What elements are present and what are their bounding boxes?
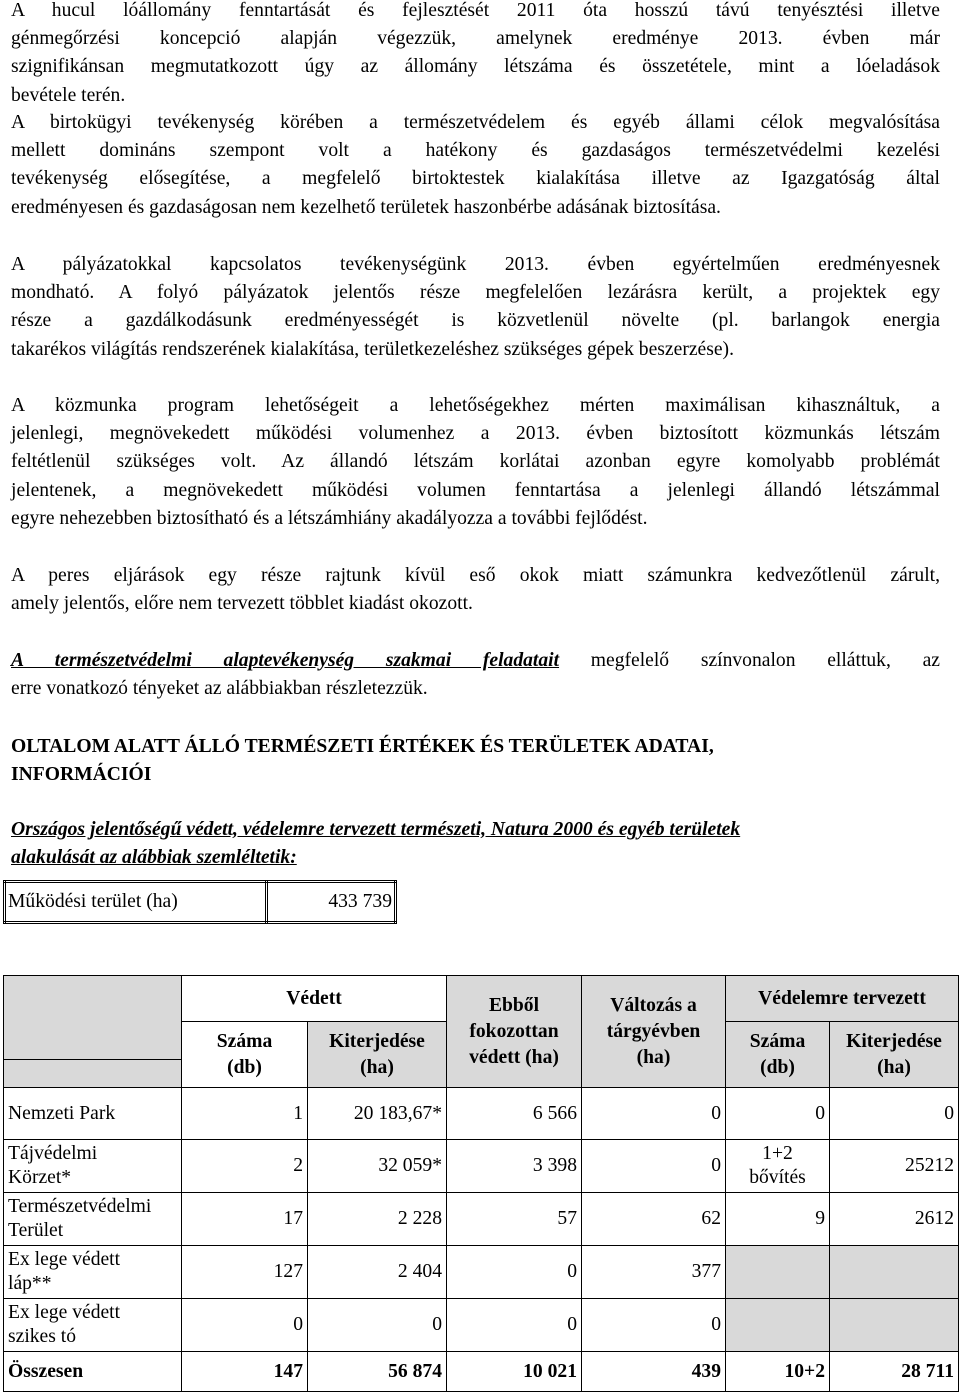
text-line: A hucul lóállomány fenntartását és fejlesztését 2011 óta hosszú távú tenyésztési illetve bbox=[11, 0, 940, 21]
operating-area-table bbox=[3, 880, 397, 924]
cell-ebbol: 0 bbox=[447, 1299, 582, 1352]
table-total-row bbox=[4, 1352, 959, 1392]
row-label: Nemzeti Park bbox=[4, 1088, 182, 1140]
table-row bbox=[4, 1193, 959, 1246]
paragraph-alaptevekenyseg bbox=[11, 647, 940, 703]
paragraph-palyazatok bbox=[11, 251, 940, 364]
cell-ebbol: 57 bbox=[447, 1193, 582, 1246]
text-line: amely jelentős, előre nem tervezett többlet kiadást okozott. bbox=[11, 593, 473, 615]
cell-ebbol: 0 bbox=[447, 1246, 582, 1299]
text-line: génmegőrzési koncepció alapján végezzük, amelynek eredménye 2013. évben már bbox=[11, 28, 940, 50]
cell-t-szama-empty bbox=[726, 1246, 830, 1299]
text-fragment: megfelelő színvonalon elláttuk, az bbox=[559, 650, 940, 671]
text-line: eredményesen és gazdaságosan nem kezelhető területek haszonbérbe adásának biztosítása. bbox=[11, 196, 721, 218]
cell-valtozas: 62 bbox=[582, 1193, 726, 1246]
paragraph-hucul bbox=[11, 0, 940, 110]
total-t-kiterjedese: 28 711 bbox=[830, 1352, 959, 1392]
table-row bbox=[4, 1299, 959, 1352]
text-line: A közmunka program lehetőségeit a lehetőségekhez mérten maximálisan kihasználtuk, a bbox=[11, 395, 940, 416]
cell-t-kiterjedese-empty bbox=[830, 1299, 959, 1352]
section-subheading: Országos jelentőségű védett, védelemre tervezett természeti, Natura 2000 és egyéb területek alakulását az alábbiak szemléltetik: bbox=[11, 819, 741, 868]
paragraph-peres bbox=[11, 562, 940, 618]
cell-szama: 1 bbox=[182, 1088, 308, 1140]
text-line: része a gazdálkodásunk eredményességét is közvetlenül növelte (pl. barlangok energia bbox=[11, 310, 940, 332]
row-label: Ex lege védett szikes tó bbox=[4, 1299, 182, 1352]
text-line: jelenlegi, megnövekedett működési volumenhez a 2013. évben biztosított közmunkás létszám bbox=[11, 423, 940, 445]
table-row bbox=[4, 1246, 959, 1299]
header-empty-lower bbox=[4, 1060, 182, 1088]
cell-szama: 0 bbox=[182, 1299, 308, 1352]
cell-t-szama-empty bbox=[726, 1299, 830, 1352]
text-line: A peres eljárások egy része rajtunk kívül eső okok miatt számunkra kedvezőtlenül zárult, bbox=[11, 565, 940, 586]
text-line: szignifikánsan megmutatkozott úgy az állomány létszáma és összetétele, mint a lóeladások bbox=[11, 56, 940, 78]
cell-t-szama: 1+2 bővítés bbox=[726, 1140, 830, 1193]
cell-ebbol: 3 398 bbox=[447, 1140, 582, 1193]
row-label: Tájvédelmi Körzet* bbox=[4, 1140, 182, 1193]
total-szama: 147 bbox=[182, 1352, 308, 1392]
row-label: Ex lege védett láp** bbox=[4, 1246, 182, 1299]
header-ebbol: Ebből fokozottan védett (ha) bbox=[447, 976, 582, 1088]
header-kiterjedese: Kiterjedése (ha) bbox=[308, 1022, 447, 1088]
text-line: mondható. A folyó pályázatok jelentős része megfelelően lezárásra került, a projektek egy bbox=[11, 282, 940, 304]
cell-t-kiterjedese: 25212 bbox=[830, 1140, 959, 1193]
text-line: jelentenek, a megnövekedett működési volumen fenntartása a jelenlegi állandó létszámmal bbox=[11, 479, 940, 501]
cell-kiterjedese: 2 404 bbox=[308, 1246, 447, 1299]
cell-t-szama: 9 bbox=[726, 1193, 830, 1246]
text-line: A pályázatokkal kapcsolatos tevékenységünk 2013. évben egyértelműen eredményesnek bbox=[11, 254, 940, 275]
cell-t-kiterjedese: 2612 bbox=[830, 1193, 959, 1246]
text-line: bevétele terén. bbox=[11, 84, 126, 106]
header-tervezett: Védelemre tervezett bbox=[726, 976, 959, 1022]
header-vedett: Védett bbox=[182, 976, 447, 1022]
total-ebbol: 10 021 bbox=[447, 1352, 582, 1392]
cell-kiterjedese: 20 183,67* bbox=[308, 1088, 447, 1140]
cell-t-kiterjedese-empty bbox=[830, 1246, 959, 1299]
cell-t-kiterjedese: 0 bbox=[830, 1088, 959, 1140]
cell-szama: 2 bbox=[182, 1140, 308, 1193]
protected-areas-table bbox=[3, 975, 959, 1392]
text-line: mellett domináns szempont volt a hatékony és gazdaságos természetvédelmi kezelési bbox=[11, 140, 940, 162]
header-t-szama: Száma (db) bbox=[726, 1022, 830, 1088]
cell-valtozas: 0 bbox=[582, 1299, 726, 1352]
cell-ebbol: 6 566 bbox=[447, 1088, 582, 1140]
text-line: egyre nehezebben biztosítható és a létszámhiány akadályozza a további fejlődést. bbox=[11, 507, 648, 529]
header-szama: Száma (db) bbox=[182, 1022, 308, 1088]
text-line: tevékenység elősegítése, a megfelelő birtoktestek kialakítása illetve az Igazgatóság által bbox=[11, 168, 940, 190]
operating-area-label: Működési terület (ha) bbox=[5, 882, 267, 923]
cell-valtozas: 0 bbox=[582, 1088, 726, 1140]
total-valtozas: 439 bbox=[582, 1352, 726, 1392]
row-label: Természetvédelmi Terület bbox=[4, 1193, 182, 1246]
cell-valtozas: 377 bbox=[582, 1246, 726, 1299]
paragraph-kozmunka bbox=[11, 392, 940, 533]
cell-t-szama: 0 bbox=[726, 1088, 830, 1140]
header-empty bbox=[4, 976, 182, 1060]
paragraph-birtokugy bbox=[11, 109, 940, 222]
section-heading: OLTALOM ALATT ÁLLÓ TERMÉSZETI ÉRTÉKEK ÉS TERÜLETEK ADATAI, INFORMÁCIÓI bbox=[11, 736, 714, 785]
text-line: erre vonatkozó tényeket az alábbiakban részletezzük. bbox=[11, 678, 428, 700]
table-row bbox=[4, 1140, 959, 1193]
header-t-kiterjedese: Kiterjedése (ha) bbox=[830, 1022, 959, 1088]
text-line: feltétlenül szükséges volt. Az állandó létszám korlátai azonban egyre komolyabb problémát bbox=[11, 451, 940, 473]
emphasis-text: A természetvédelmi alaptevékenység szakmai feladatait bbox=[11, 650, 560, 671]
cell-valtozas: 0 bbox=[582, 1140, 726, 1193]
cell-kiterjedese: 2 228 bbox=[308, 1193, 447, 1246]
text-line: takarékos világítás rendszerének kialakítása, területkezeléshez szükséges gépek beszerzése). bbox=[11, 338, 734, 360]
operating-area-value: 433 739 bbox=[267, 882, 396, 923]
total-t-szama: 10+2 bbox=[726, 1352, 830, 1392]
header-valtozas: Változás a tárgyévben (ha) bbox=[582, 976, 726, 1088]
text-line: A birtokügyi tevékenység körében a természetvédelem és egyéb állami célok megvalósítása bbox=[11, 112, 940, 133]
cell-szama: 17 bbox=[182, 1193, 308, 1246]
cell-kiterjedese: 0 bbox=[308, 1299, 447, 1352]
total-kiterjedese: 56 874 bbox=[308, 1352, 447, 1392]
cell-kiterjedese: 32 059* bbox=[308, 1140, 447, 1193]
table-row bbox=[4, 1088, 959, 1140]
total-label: Összesen bbox=[4, 1352, 182, 1392]
cell-szama: 127 bbox=[182, 1246, 308, 1299]
